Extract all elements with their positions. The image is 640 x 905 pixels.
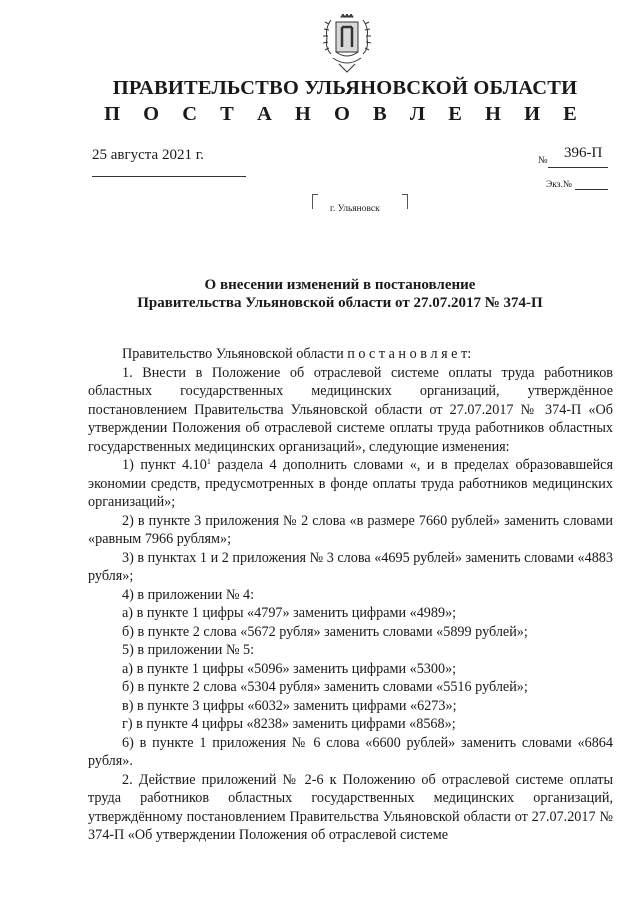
paragraph-2: 2. Действие приложений № 2-6 к Положению об отраслевой системе оплаты труда работников областных государственных медицинских организаций, утверждённому постановлением Правительства Ульяновской области от 27.07.2017 № 374-П «Об утверждении Положения об отраслевой системе xyxy=(88,771,613,843)
city: г. Ульяновск xyxy=(330,204,380,214)
list-item-6: 6) в пункте 1 приложения № 6 слова «6600 рублей» заменить словами «6864 рубля». xyxy=(88,734,613,769)
paragraph-1: 1. Внести в Положение об отраслевой системе оплаты труда работников областных государственных медицинских организаций, утверждённое постановлением Правительства Ульяновской области от 27.07.2017 № 374-П «Об утверждении Положения об отраслевой системе оплаты труда работников областных государственных медицинских организаций», следующие изменения: xyxy=(88,364,613,455)
list-item-2: 2) в пункте 3 приложения № 2 слова «в размере 7660 рублей» заменить словами «равным 7966 рублям»; xyxy=(88,512,613,547)
list-item-5b: б) в пункте 2 слова «5304 рубля» заменить словами «5516 рублей»; xyxy=(122,679,528,695)
document-number: 396-П xyxy=(564,145,603,161)
document-body xyxy=(88,345,613,845)
copy-number-label: Экз.№ xyxy=(546,180,572,190)
address-bracket-right xyxy=(402,194,408,209)
list-item-3: 3) в пунктах 1 и 2 приложения № 3 слова «4695 рублей» заменить словами «4883 рубля»; xyxy=(88,549,613,584)
document-date: 25 августа 2021 г. xyxy=(92,147,204,163)
list-item-1-text-cont: раздела 4 дополнить словами «, и в пределах образовавшейся экономии средств, предусмотренных в фонде оплаты труда работников медицинских организаций»; xyxy=(88,457,613,510)
superscript: 1 xyxy=(206,457,211,466)
list-item-4b: б) в пункте 2 слова «5672 рубля» заменить словами «5899 рублей»; xyxy=(122,623,528,640)
number-underline xyxy=(548,167,608,168)
list-item-4: 4) в приложении № 4: xyxy=(122,586,255,603)
list-item-5a: а) в пункте 1 цифры «5096» заменить цифрами «5300»; xyxy=(122,660,457,677)
document-type: П О С Т А Н О В Л Е Н И Е xyxy=(104,103,586,125)
list-item-5c: в) в пункте 3 цифры «6032» заменить цифрами «6273»; xyxy=(122,697,457,714)
intro-paragraph: Правительство Ульяновской области п о с т а н о в л я е т: xyxy=(122,346,472,362)
list-item-4a: а) в пункте 1 цифры «4797» заменить цифрами «4989»; xyxy=(122,605,457,621)
number-label: № xyxy=(538,155,548,166)
list-item-5: 5) в приложении № 5: xyxy=(122,642,255,658)
date-underline xyxy=(92,176,246,177)
address-bracket-left xyxy=(312,194,318,209)
list-item-5d: г) в пункте 4 цифры «8238» заменить цифрами «8568»; xyxy=(122,716,456,732)
document-title-line-2: Правительства Ульяновской области от 27.07.2017 № 374-П xyxy=(137,295,543,311)
coat-of-arms-icon xyxy=(321,14,373,74)
government-name: ПРАВИТЕЛЬСТВО УЛЬЯНОВСКОЙ ОБЛАСТИ xyxy=(112,77,578,99)
copy-number-underline xyxy=(575,189,608,190)
document-title-line-1: О внесении изменений в постановление xyxy=(204,277,476,293)
list-item-1-text: 1) пункт 4.10 xyxy=(122,457,207,473)
list-item-1 xyxy=(88,456,613,512)
